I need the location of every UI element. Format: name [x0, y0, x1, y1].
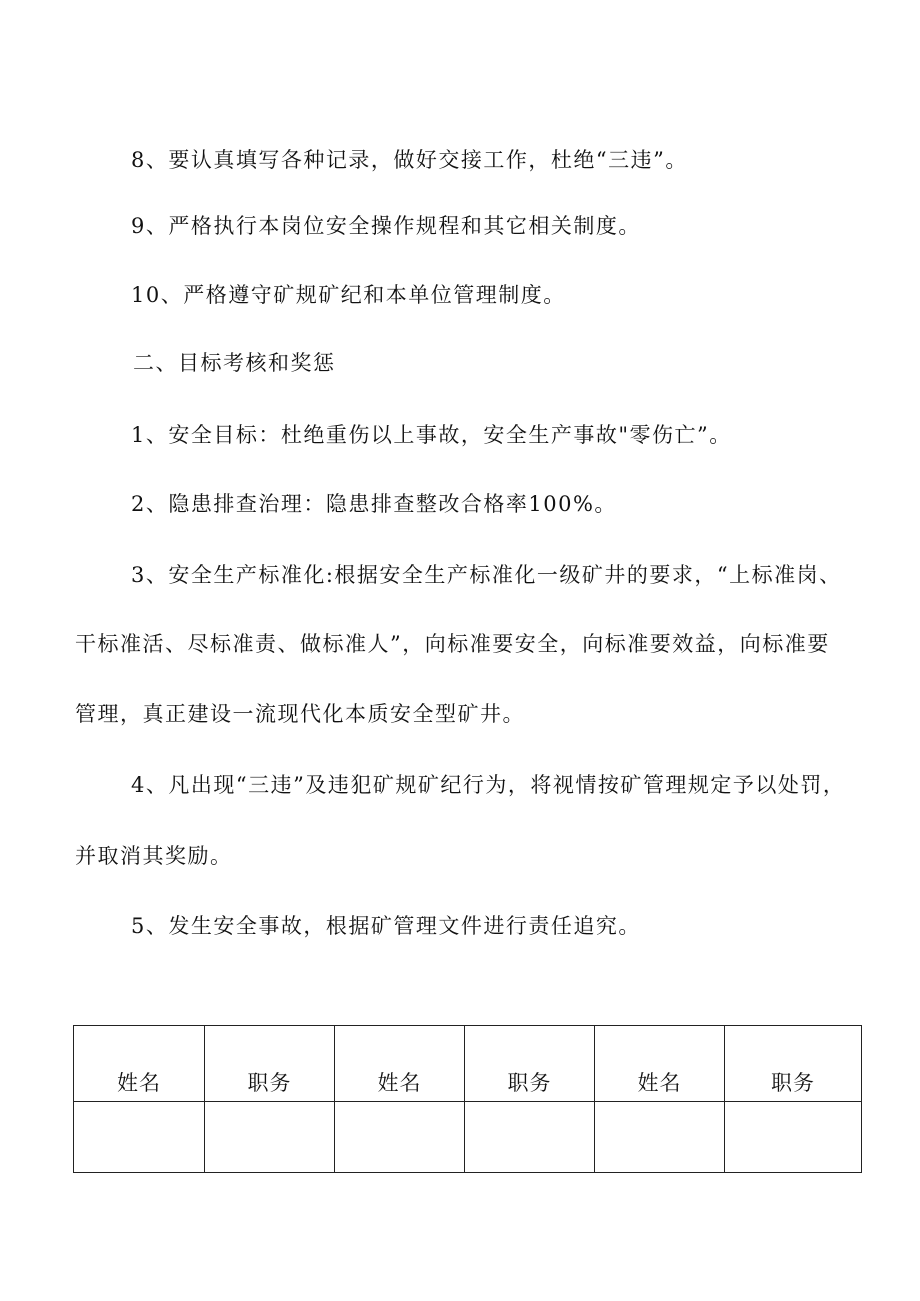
- header-name-cell: 姓名: [335, 1026, 465, 1102]
- paragraph-target-5: 5、发生安全事故，根据矿管理文件进行责任追究。: [131, 914, 641, 938]
- paragraph-item-10: 10、严格遵守矿规矿纪和本单位管理制度。: [131, 283, 566, 307]
- header-name-cell: 姓名: [74, 1026, 205, 1102]
- paragraph-target-3-line-3: 管理，真正建设一流现代化本质安全型矿井。: [75, 702, 525, 726]
- paragraph-target-4-line-2: 并取消其奖励。: [75, 844, 233, 868]
- signature-cell[interactable]: [725, 1102, 862, 1173]
- header-position-cell: 职务: [725, 1026, 862, 1102]
- signature-header-row: [74, 1026, 862, 1102]
- signature-cell[interactable]: [595, 1102, 725, 1173]
- signature-blank-row: [74, 1102, 862, 1173]
- signature-cell[interactable]: [335, 1102, 465, 1173]
- paragraph-item-9: 9、严格执行本岗位安全操作规程和其它相关制度。: [131, 214, 641, 238]
- section-heading: 二、目标考核和奖惩: [133, 351, 336, 375]
- paragraph-target-4-line-1: 4、凡出现“三违”及违犯矿规矿纪行为，将视情按矿管理规定予以处罚，: [131, 773, 846, 797]
- signature-table: [73, 1025, 862, 1173]
- signature-cell[interactable]: [74, 1102, 205, 1173]
- paragraph-target-3-line-2: 干标准活、尽标准责、做标准人”，向标准要安全，向标准要效益，向标准要: [75, 632, 830, 656]
- signature-cell[interactable]: [205, 1102, 335, 1173]
- header-position-cell: 职务: [465, 1026, 595, 1102]
- paragraph-item-8: 8、要认真填写各种记录，做好交接工作，杜绝“三违”。: [131, 148, 688, 172]
- paragraph-target-2: 2、隐患排查治理：隐患排查整改合格率100%。: [131, 492, 617, 516]
- signature-cell[interactable]: [465, 1102, 595, 1173]
- header-position-cell: 职务: [205, 1026, 335, 1102]
- paragraph-target-3-line-1: 3、安全生产标准化:根据安全生产标准化一级矿井的要求，“上标准岗、: [131, 563, 842, 587]
- paragraph-target-1: 1、安全目标：杜绝重伤以上事故，安全生产事故"零伤亡”。: [131, 423, 732, 447]
- header-name-cell: 姓名: [595, 1026, 725, 1102]
